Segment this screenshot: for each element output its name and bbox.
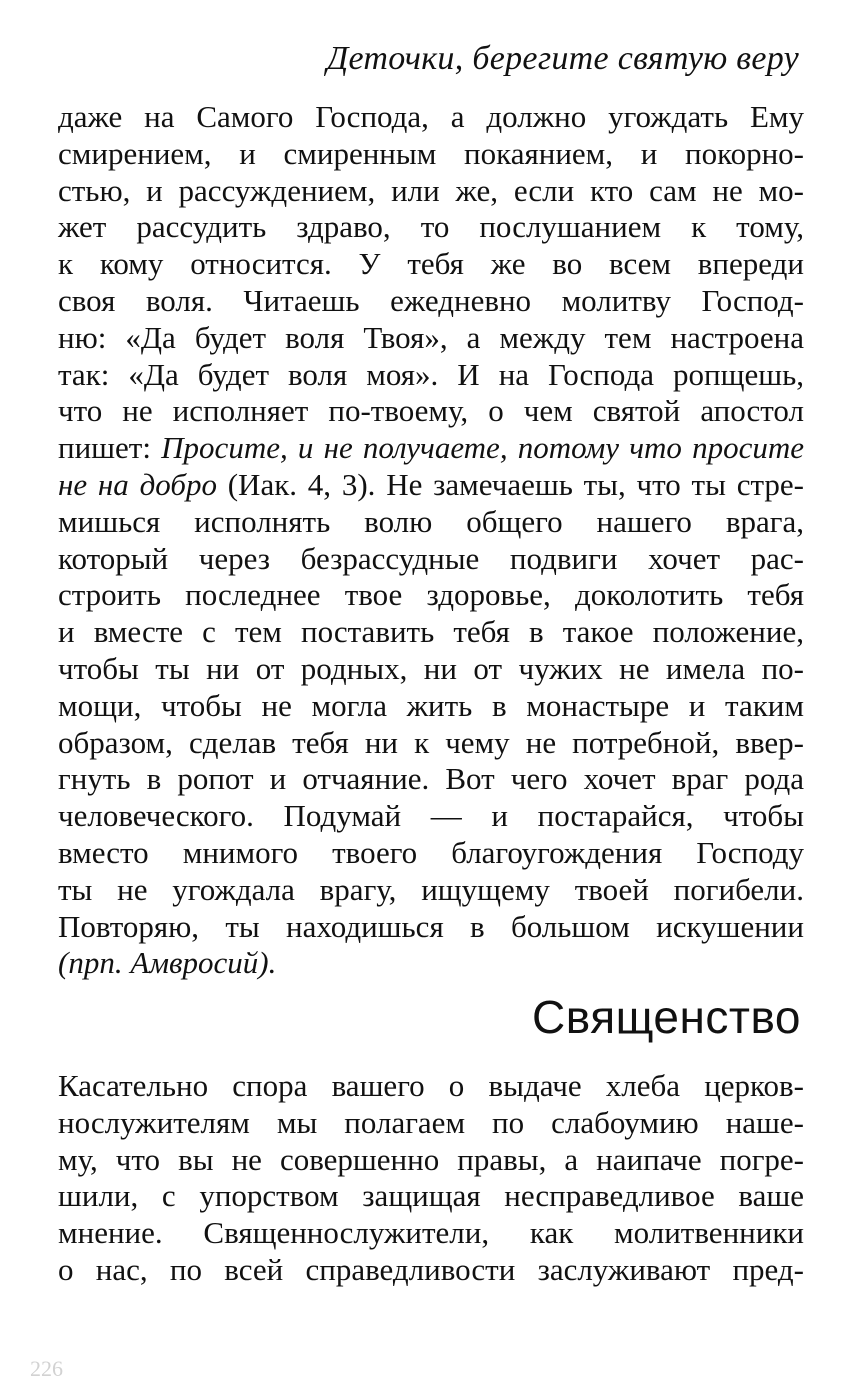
text-line: своя воля. Читаешь ежедневно молитву Господ- [58,282,804,318]
text-line: му, что вы не совершенно правы, а наипаче погре- [58,1141,804,1177]
section-title: Священство [532,991,801,1043]
attribution: (прп. Амвросий). [58,945,277,981]
text-fragment: (Иак. 4, 3). Не замечаешь ты, что ты стре- [216,466,804,502]
paragraph-section [58,1068,804,1289]
text-line: мощи, чтобы не могла жить в монастыре и таким [58,687,804,723]
text-line: чтобы ты ни от родных, ни от чужих не имела по- [58,650,804,686]
text-line: мишься исполнять волю общего нашего врага, [58,503,804,539]
scripture-quote: не на добро [58,466,217,502]
scripture-quote: Просите, и не получаете, потому что просите [161,430,804,466]
text-line: даже на Самого Господа, а должно угождать Ему [58,99,804,134]
text-line: человеческого. Подумай — и постарайся, чтобы [58,798,804,834]
text-line: мнение. Священнослужители, как молитвенники [58,1215,804,1251]
text-line: нослужителям мы полагаем по слабоумию наше- [58,1104,804,1140]
text-line-with-quote [58,467,804,504]
text-line-with-quote [58,430,804,467]
text-line: строить последнее твое здоровье, доколотить тебя [58,577,804,613]
text-line: ню: «Да будет воля Твоя», а между тем настроена [58,319,804,355]
text-line: ты не угождала врагу, ищущему твоей погибели. [58,871,804,907]
text-line: о нас, по всей справедливости заслуживают пред- [58,1251,804,1287]
running-head: Деточки, берегите святую веру [326,40,799,77]
text-line: Повторяю, ты находишься в большом искушении [58,908,804,944]
text-line: смирением, и смиренным покаянием, и покорно- [58,135,804,171]
text-line: так: «Да будет воля моя». И на Господа ропщешь, [58,356,804,392]
text-line: что не исполняет по-твоему, о чем святой апостол [58,393,804,429]
text-line: гнуть в ропот и отчаяние. Вот чего хочет враг рода [58,761,804,797]
page-number: 226 [30,1356,63,1381]
text-line: вместо мнимого твоего благоугождения Господу [58,834,804,870]
text-line: к кому относится. У тебя же во всем впереди [58,246,804,282]
paragraph-letter [58,99,804,982]
text-line: Касательно спора вашего о выдаче хлеба церков- [58,1068,804,1103]
text-line: и вместе с тем поставить тебя в такое положение, [58,614,804,650]
text-line: образом, сделав тебя ни к чему не потребной, ввер- [58,724,804,760]
text-line: шили, с упорством защищая несправедливое ваше [58,1178,804,1214]
text-fragment: пишет: [58,430,162,466]
text-line: жет рассудить здраво, то послушанием к тому, [58,209,804,245]
text-line: стью, и рассуждением, или же, если кто сам не мо- [58,172,804,208]
text-line: который через безрассудные подвиги хочет рас- [58,540,804,576]
